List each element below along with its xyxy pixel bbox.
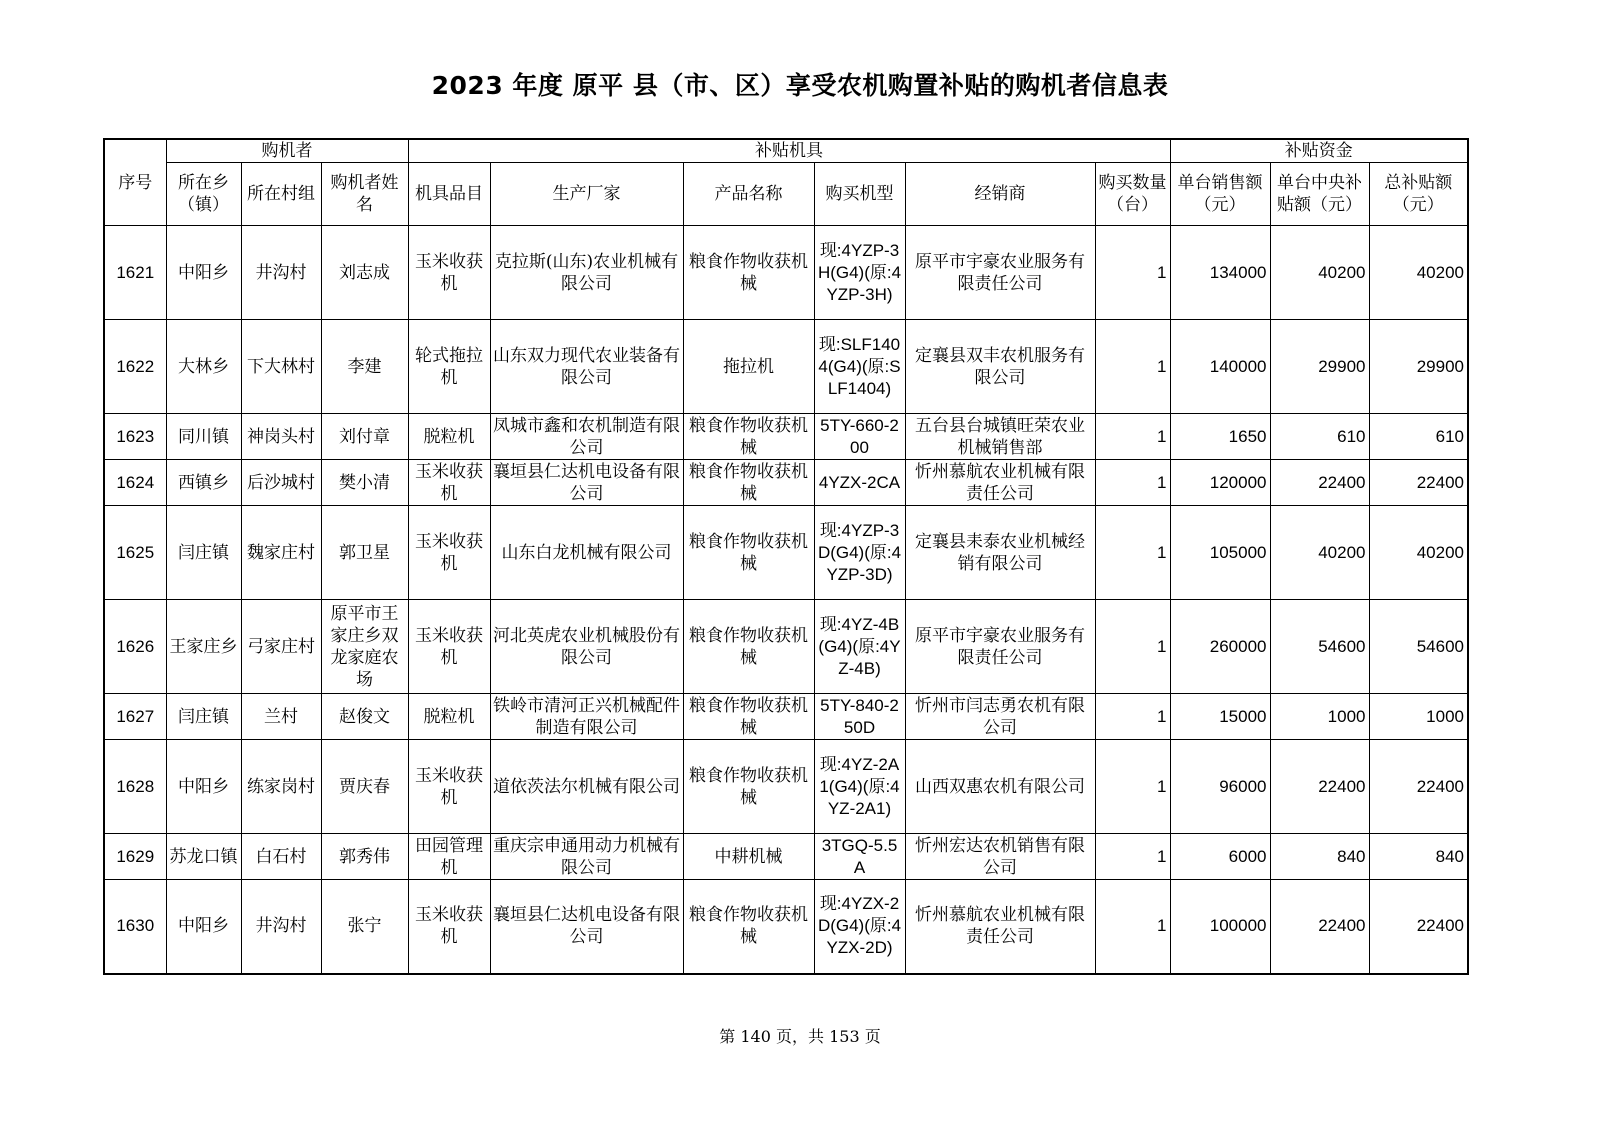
row-price: 96000 (1170, 740, 1270, 834)
row-dealer: 忻州慕航农业机械有限责任公司 (905, 460, 1095, 506)
row-central-subsidy: 29900 (1270, 320, 1369, 414)
header-village: 所在村组 (241, 163, 321, 226)
row-central-subsidy: 40200 (1270, 506, 1369, 600)
row-town: 中阳乡 (166, 880, 241, 974)
row-town: 西镇乡 (166, 460, 241, 506)
row-qty: 1 (1095, 506, 1170, 600)
row-maker: 襄垣县仁达机电设备有限公司 (490, 460, 683, 506)
row-model: 现:4YZP-3H(G4)(原:4YZP-3H) (814, 226, 905, 320)
row-product: 粮食作物收获机械 (683, 226, 814, 320)
table-row (104, 414, 1468, 460)
row-dealer: 定襄县耒泰农业机械经销有限公司 (905, 506, 1095, 600)
row-total-subsidy: 22400 (1369, 880, 1468, 974)
buyer-info-table (103, 138, 1469, 975)
row-town: 中阳乡 (166, 226, 241, 320)
row-category: 玉米收获机 (408, 226, 490, 320)
row-total-subsidy: 40200 (1369, 226, 1468, 320)
row-central-subsidy: 22400 (1270, 740, 1369, 834)
row-price: 1650 (1170, 414, 1270, 460)
row-town: 闫庄镇 (166, 694, 241, 740)
row-village: 井沟村 (241, 226, 321, 320)
row-maker: 凤城市鑫和农机制造有限公司 (490, 414, 683, 460)
row-category: 轮式拖拉机 (408, 320, 490, 414)
row-qty: 1 (1095, 694, 1170, 740)
row-seq: 1628 (104, 740, 166, 834)
row-maker: 山东白龙机械有限公司 (490, 506, 683, 600)
header-category: 机具品目 (408, 163, 490, 226)
row-dealer: 忻州市闫志勇农机有限公司 (905, 694, 1095, 740)
row-seq: 1622 (104, 320, 166, 414)
row-qty: 1 (1095, 414, 1170, 460)
row-seq: 1627 (104, 694, 166, 740)
row-product: 粮食作物收获机械 (683, 740, 814, 834)
row-product: 粮食作物收获机械 (683, 460, 814, 506)
row-dealer: 五台县台城镇旺荣农业机械销售部 (905, 414, 1095, 460)
row-category: 玉米收获机 (408, 460, 490, 506)
row-maker: 襄垣县仁达机电设备有限公司 (490, 880, 683, 974)
header-qty: 购买数量（台） (1095, 163, 1170, 226)
row-village: 弓家庄村 (241, 600, 321, 694)
row-town: 苏龙口镇 (166, 834, 241, 880)
row-model: 现:4YZX-2D(G4)(原:4YZX-2D) (814, 880, 905, 974)
row-category: 玉米收获机 (408, 600, 490, 694)
row-qty: 1 (1095, 740, 1170, 834)
row-village: 魏家庄村 (241, 506, 321, 600)
row-village: 兰村 (241, 694, 321, 740)
header-total: 总补贴额（元） (1369, 163, 1468, 226)
row-qty: 1 (1095, 320, 1170, 414)
row-total-subsidy: 54600 (1369, 600, 1468, 694)
row-buyer-name: 刘志成 (321, 226, 408, 320)
row-model: 3TGQ-5.5A (814, 834, 905, 880)
row-category: 脱粒机 (408, 694, 490, 740)
row-town: 大林乡 (166, 320, 241, 414)
row-buyer-name: 郭秀伟 (321, 834, 408, 880)
header-group-fund: 补贴资金 (1170, 139, 1468, 163)
table-row (104, 460, 1468, 506)
row-buyer-name: 郭卫星 (321, 506, 408, 600)
row-model: 5TY-840-250D (814, 694, 905, 740)
row-price: 100000 (1170, 880, 1270, 974)
row-buyer-name: 李建 (321, 320, 408, 414)
row-maker: 重庆宗申通用动力机械有限公司 (490, 834, 683, 880)
row-village: 后沙城村 (241, 460, 321, 506)
row-seq: 1629 (104, 834, 166, 880)
row-village: 练家岗村 (241, 740, 321, 834)
row-total-subsidy: 610 (1369, 414, 1468, 460)
row-seq: 1625 (104, 506, 166, 600)
row-seq: 1624 (104, 460, 166, 506)
header-product: 产品名称 (683, 163, 814, 226)
row-village: 下大林村 (241, 320, 321, 414)
row-central-subsidy: 610 (1270, 414, 1369, 460)
header-group-machine: 补贴机具 (408, 139, 1170, 163)
row-category: 玉米收获机 (408, 506, 490, 600)
row-buyer-name: 贾庆春 (321, 740, 408, 834)
header-group-buyer: 购机者 (166, 139, 408, 163)
row-total-subsidy: 40200 (1369, 506, 1468, 600)
row-total-subsidy: 29900 (1369, 320, 1468, 414)
row-central-subsidy: 54600 (1270, 600, 1369, 694)
row-price: 6000 (1170, 834, 1270, 880)
row-price: 260000 (1170, 600, 1270, 694)
row-maker: 山东双力现代农业装备有限公司 (490, 320, 683, 414)
row-buyer-name: 樊小清 (321, 460, 408, 506)
row-central-subsidy: 22400 (1270, 460, 1369, 506)
row-qty: 1 (1095, 834, 1170, 880)
row-product: 中耕机械 (683, 834, 814, 880)
row-town: 中阳乡 (166, 740, 241, 834)
row-maker: 河北英虎农业机械股份有限公司 (490, 600, 683, 694)
row-category: 玉米收获机 (408, 740, 490, 834)
row-village: 神岗头村 (241, 414, 321, 460)
row-maker: 克拉斯(山东)农业机械有限公司 (490, 226, 683, 320)
row-price: 105000 (1170, 506, 1270, 600)
row-dealer: 山西双惠农机有限公司 (905, 740, 1095, 834)
row-dealer: 定襄县双丰农机服务有限公司 (905, 320, 1095, 414)
row-seq: 1621 (104, 226, 166, 320)
row-central-subsidy: 1000 (1270, 694, 1369, 740)
table-row (104, 740, 1468, 834)
row-town: 同川镇 (166, 414, 241, 460)
row-product: 粮食作物收获机械 (683, 506, 814, 600)
row-price: 140000 (1170, 320, 1270, 414)
row-total-subsidy: 22400 (1369, 740, 1468, 834)
table-row (104, 226, 1468, 320)
row-model: 现:4YZ-2A1(G4)(原:4YZ-2A1) (814, 740, 905, 834)
row-model: 4YZX-2CA (814, 460, 905, 506)
row-qty: 1 (1095, 460, 1170, 506)
header-seq: 序号 (104, 139, 166, 226)
row-price: 120000 (1170, 460, 1270, 506)
row-buyer-name: 刘付章 (321, 414, 408, 460)
row-village: 白石村 (241, 834, 321, 880)
table-row (104, 880, 1468, 974)
row-maker: 道依茨法尔机械有限公司 (490, 740, 683, 834)
header-maker: 生产厂家 (490, 163, 683, 226)
header-town: 所在乡（镇） (166, 163, 241, 226)
table-row (104, 506, 1468, 600)
header-price: 单台销售额（元） (1170, 163, 1270, 226)
row-central-subsidy: 22400 (1270, 880, 1369, 974)
row-dealer: 忻州慕航农业机械有限责任公司 (905, 880, 1095, 974)
row-price: 134000 (1170, 226, 1270, 320)
row-price: 15000 (1170, 694, 1270, 740)
page-footer: 第 140 页，共 153 页 (719, 1027, 881, 1046)
row-maker: 铁岭市清河正兴机械配件制造有限公司 (490, 694, 683, 740)
row-total-subsidy: 1000 (1369, 694, 1468, 740)
row-dealer: 原平市宇豪农业服务有限责任公司 (905, 600, 1095, 694)
row-model: 现:4YZ-4B(G4)(原:4YZ-4B) (814, 600, 905, 694)
row-central-subsidy: 840 (1270, 834, 1369, 880)
row-buyer-name: 赵俊文 (321, 694, 408, 740)
row-qty: 1 (1095, 226, 1170, 320)
row-qty: 1 (1095, 880, 1170, 974)
table-row (104, 834, 1468, 880)
header-name: 购机者姓名 (321, 163, 408, 226)
row-model: 5TY-660-200 (814, 414, 905, 460)
row-model: 现:4YZP-3D(G4)(原:4YZP-3D) (814, 506, 905, 600)
table-row (104, 320, 1468, 414)
row-central-subsidy: 40200 (1270, 226, 1369, 320)
row-total-subsidy: 840 (1369, 834, 1468, 880)
page-title: 2023 年度 原平 县（市、区）享受农机购置补贴的购机者信息表 (431, 71, 1169, 100)
table-row (104, 600, 1468, 694)
row-category: 田园管理机 (408, 834, 490, 880)
row-product: 粮食作物收获机械 (683, 414, 814, 460)
row-seq: 1630 (104, 880, 166, 974)
row-product: 粮食作物收获机械 (683, 600, 814, 694)
row-product: 拖拉机 (683, 320, 814, 414)
row-seq: 1626 (104, 600, 166, 694)
row-model: 现:SLF1404(G4)(原:SLF1404) (814, 320, 905, 414)
table-row (104, 694, 1468, 740)
row-qty: 1 (1095, 600, 1170, 694)
row-town: 闫庄镇 (166, 506, 241, 600)
row-dealer: 忻州宏达农机销售有限公司 (905, 834, 1095, 880)
row-buyer-name: 张宁 (321, 880, 408, 974)
header-model: 购买机型 (814, 163, 905, 226)
row-category: 脱粒机 (408, 414, 490, 460)
row-product: 粮食作物收获机械 (683, 880, 814, 974)
row-buyer-name: 原平市王家庄乡双龙家庭农场 (321, 600, 408, 694)
row-category: 玉米收获机 (408, 880, 490, 974)
header-central: 单台中央补贴额（元） (1270, 163, 1369, 226)
header-dealer: 经销商 (905, 163, 1095, 226)
row-village: 井沟村 (241, 880, 321, 974)
row-town: 王家庄乡 (166, 600, 241, 694)
row-seq: 1623 (104, 414, 166, 460)
row-product: 粮食作物收获机械 (683, 694, 814, 740)
row-total-subsidy: 22400 (1369, 460, 1468, 506)
row-dealer: 原平市宇豪农业服务有限责任公司 (905, 226, 1095, 320)
